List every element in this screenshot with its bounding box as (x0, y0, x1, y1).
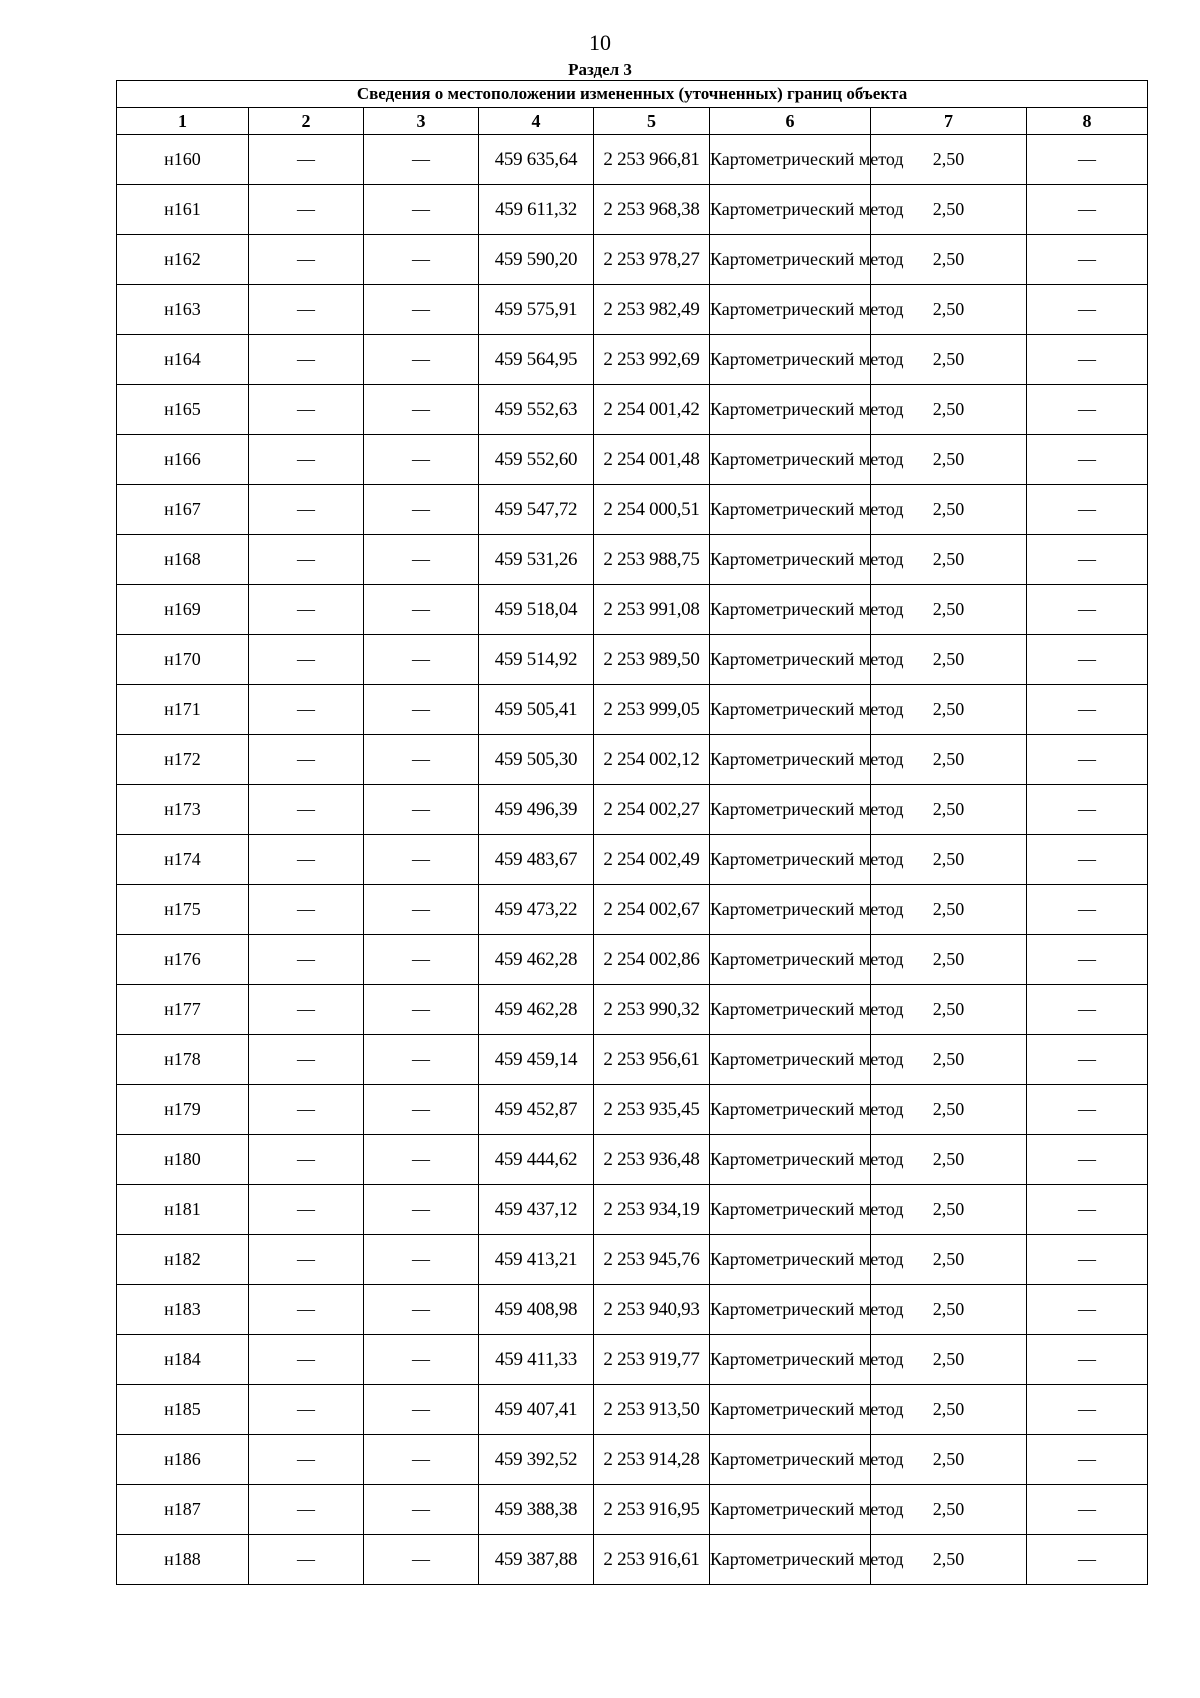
col8-cell: — (1027, 335, 1148, 385)
col8-cell: — (1027, 135, 1148, 185)
method-cell: Картометрический метод (710, 385, 871, 435)
accuracy-cell: 2,50 (871, 535, 1027, 585)
col8-cell: — (1027, 1135, 1148, 1185)
accuracy-cell: 2,50 (871, 435, 1027, 485)
method-cell: Картометрический метод (710, 1035, 871, 1085)
col8-cell: — (1027, 235, 1148, 285)
accuracy-cell: 2,50 (871, 985, 1027, 1035)
column-number: 4 (479, 108, 594, 135)
point-id-cell: н174 (117, 835, 249, 885)
coord-x-cell: 459 437,12 (479, 1185, 594, 1235)
coord-y-cell: 2 253 934,19 (594, 1185, 710, 1235)
table-row (117, 585, 1148, 635)
col3-cell: — (364, 1485, 479, 1535)
coord-y-cell: 2 253 999,05 (594, 685, 710, 735)
col2-cell: — (249, 685, 364, 735)
table-caption: Сведения о местоположении измененных (уточненных) границ объекта (117, 81, 1148, 108)
point-id-cell: н180 (117, 1135, 249, 1185)
method-cell: Картометрический метод (710, 1535, 871, 1585)
point-id-cell: н170 (117, 635, 249, 685)
coord-x-cell: 459 459,14 (479, 1035, 594, 1085)
accuracy-cell: 2,50 (871, 1235, 1027, 1285)
col3-cell: — (364, 1035, 479, 1085)
method-cell: Картометрический метод (710, 235, 871, 285)
col2-cell: — (249, 1085, 364, 1135)
table-row (117, 1135, 1148, 1185)
col3-cell: — (364, 935, 479, 985)
col2-cell: — (249, 1435, 364, 1485)
coord-x-cell: 459 531,26 (479, 535, 594, 585)
method-cell: Картометрический метод (710, 785, 871, 835)
accuracy-cell: 2,50 (871, 1385, 1027, 1435)
method-cell: Картометрический метод (710, 135, 871, 185)
table-row (117, 185, 1148, 235)
table-row (117, 1285, 1148, 1335)
coord-y-cell: 2 253 916,61 (594, 1535, 710, 1585)
accuracy-cell: 2,50 (871, 235, 1027, 285)
col8-cell: — (1027, 1285, 1148, 1335)
point-id-cell: н175 (117, 885, 249, 935)
col3-cell: — (364, 785, 479, 835)
coord-y-cell: 2 253 989,50 (594, 635, 710, 685)
coord-x-cell: 459 392,52 (479, 1435, 594, 1485)
col3-cell: — (364, 135, 479, 185)
column-number: 8 (1027, 108, 1148, 135)
accuracy-cell: 2,50 (871, 1435, 1027, 1485)
table-row (117, 435, 1148, 485)
method-cell: Картометрический метод (710, 285, 871, 335)
col2-cell: — (249, 485, 364, 535)
col8-cell: — (1027, 185, 1148, 235)
col3-cell: — (364, 235, 479, 285)
method-cell: Картометрический метод (710, 1385, 871, 1435)
coord-x-cell: 459 483,67 (479, 835, 594, 885)
coord-y-cell: 2 253 988,75 (594, 535, 710, 585)
method-cell: Картометрический метод (710, 1135, 871, 1185)
col8-cell: — (1027, 885, 1148, 935)
coord-x-cell: 459 444,62 (479, 1135, 594, 1185)
accuracy-cell: 2,50 (871, 935, 1027, 985)
method-cell: Картометрический метод (710, 1235, 871, 1285)
col8-cell: — (1027, 385, 1148, 435)
col8-cell: — (1027, 635, 1148, 685)
col8-cell: — (1027, 1085, 1148, 1135)
point-id-cell: н184 (117, 1335, 249, 1385)
col2-cell: — (249, 735, 364, 785)
coord-x-cell: 459 547,72 (479, 485, 594, 535)
method-cell: Картометрический метод (710, 185, 871, 235)
col8-cell: — (1027, 935, 1148, 985)
col8-cell: — (1027, 685, 1148, 735)
col2-cell: — (249, 1385, 364, 1435)
method-cell: Картометрический метод (710, 1435, 871, 1485)
accuracy-cell: 2,50 (871, 885, 1027, 935)
point-id-cell: н162 (117, 235, 249, 285)
method-cell: Картометрический метод (710, 585, 871, 635)
point-id-cell: н172 (117, 735, 249, 785)
point-id-cell: н165 (117, 385, 249, 435)
col3-cell: — (364, 435, 479, 485)
accuracy-cell: 2,50 (871, 385, 1027, 435)
coord-y-cell: 2 254 002,49 (594, 835, 710, 885)
col2-cell: — (249, 1485, 364, 1535)
table-row (117, 385, 1148, 435)
col8-cell: — (1027, 1535, 1148, 1585)
col3-cell: — (364, 1235, 479, 1285)
point-id-cell: н183 (117, 1285, 249, 1335)
table-row (117, 1535, 1148, 1585)
col8-cell: — (1027, 435, 1148, 485)
coord-y-cell: 2 253 913,50 (594, 1385, 710, 1435)
coord-x-cell: 459 452,87 (479, 1085, 594, 1135)
coord-x-cell: 459 388,38 (479, 1485, 594, 1535)
accuracy-cell: 2,50 (871, 1485, 1027, 1535)
table-row (117, 135, 1148, 185)
point-id-cell: н173 (117, 785, 249, 835)
col2-cell: — (249, 1185, 364, 1235)
accuracy-cell: 2,50 (871, 785, 1027, 835)
accuracy-cell: 2,50 (871, 585, 1027, 635)
point-id-cell: н167 (117, 485, 249, 535)
table-row (117, 685, 1148, 735)
point-id-cell: н160 (117, 135, 249, 185)
col8-cell: — (1027, 785, 1148, 835)
accuracy-cell: 2,50 (871, 185, 1027, 235)
method-cell: Картометрический метод (710, 1485, 871, 1535)
table-row (117, 485, 1148, 535)
coord-x-cell: 459 552,60 (479, 435, 594, 485)
coord-x-cell: 459 611,32 (479, 185, 594, 235)
table-row (117, 1235, 1148, 1285)
coord-y-cell: 2 253 919,77 (594, 1335, 710, 1385)
method-cell: Картометрический метод (710, 935, 871, 985)
column-number: 7 (871, 108, 1027, 135)
accuracy-cell: 2,50 (871, 1335, 1027, 1385)
accuracy-cell: 2,50 (871, 735, 1027, 785)
point-id-cell: н171 (117, 685, 249, 735)
coord-y-cell: 2 254 002,12 (594, 735, 710, 785)
coord-y-cell: 2 254 001,48 (594, 435, 710, 485)
coord-y-cell: 2 253 914,28 (594, 1435, 710, 1485)
col2-cell: — (249, 1035, 364, 1085)
coord-x-cell: 459 462,28 (479, 935, 594, 985)
method-cell: Картометрический метод (710, 685, 871, 735)
col8-cell: — (1027, 1235, 1148, 1285)
coord-x-cell: 459 514,92 (479, 635, 594, 685)
col3-cell: — (364, 185, 479, 235)
coord-x-cell: 459 590,20 (479, 235, 594, 285)
accuracy-cell: 2,50 (871, 1535, 1027, 1585)
coord-y-cell: 2 253 945,76 (594, 1235, 710, 1285)
coord-y-cell: 2 254 002,27 (594, 785, 710, 835)
coord-y-cell: 2 254 002,67 (594, 885, 710, 935)
method-cell: Картометрический метод (710, 435, 871, 485)
point-id-cell: н163 (117, 285, 249, 335)
col3-cell: — (364, 1335, 479, 1385)
coord-x-cell: 459 505,30 (479, 735, 594, 785)
col2-cell: — (249, 1535, 364, 1585)
col3-cell: — (364, 835, 479, 885)
col3-cell: — (364, 1285, 479, 1335)
point-id-cell: н169 (117, 585, 249, 635)
coord-x-cell: 459 408,98 (479, 1285, 594, 1335)
coord-y-cell: 2 253 978,27 (594, 235, 710, 285)
coord-x-cell: 459 411,33 (479, 1335, 594, 1385)
coord-x-cell: 459 552,63 (479, 385, 594, 435)
accuracy-cell: 2,50 (871, 135, 1027, 185)
coord-x-cell: 459 473,22 (479, 885, 594, 935)
table-row (117, 285, 1148, 335)
method-cell: Картометрический метод (710, 1285, 871, 1335)
page-number: 10 (589, 30, 611, 55)
table-row (117, 535, 1148, 585)
method-cell: Картометрический метод (710, 1185, 871, 1235)
method-cell: Картометрический метод (710, 485, 871, 535)
col2-cell: — (249, 785, 364, 835)
coord-y-cell: 2 253 990,32 (594, 985, 710, 1035)
col3-cell: — (364, 585, 479, 635)
col8-cell: — (1027, 1435, 1148, 1485)
point-id-cell: н179 (117, 1085, 249, 1135)
coord-y-cell: 2 253 936,48 (594, 1135, 710, 1185)
col3-cell: — (364, 385, 479, 435)
coord-y-cell: 2 253 966,81 (594, 135, 710, 185)
coord-y-cell: 2 253 956,61 (594, 1035, 710, 1085)
point-id-cell: н182 (117, 1235, 249, 1285)
accuracy-cell: 2,50 (871, 1035, 1027, 1085)
method-cell: Картометрический метод (710, 835, 871, 885)
col8-cell: — (1027, 985, 1148, 1035)
accuracy-cell: 2,50 (871, 285, 1027, 335)
col2-cell: — (249, 285, 364, 335)
table-row (117, 635, 1148, 685)
point-id-cell: н177 (117, 985, 249, 1035)
accuracy-cell: 2,50 (871, 1285, 1027, 1335)
accuracy-cell: 2,50 (871, 635, 1027, 685)
col2-cell: — (249, 635, 364, 685)
col3-cell: — (364, 1435, 479, 1485)
method-cell: Картометрический метод (710, 885, 871, 935)
col2-cell: — (249, 185, 364, 235)
col8-cell: — (1027, 535, 1148, 585)
col3-cell: — (364, 885, 479, 935)
coord-y-cell: 2 253 940,93 (594, 1285, 710, 1335)
column-number: 1 (117, 108, 249, 135)
col8-cell: — (1027, 735, 1148, 785)
coord-y-cell: 2 254 002,86 (594, 935, 710, 985)
method-cell: Картометрический метод (710, 535, 871, 585)
accuracy-cell: 2,50 (871, 835, 1027, 885)
coord-y-cell: 2 253 935,45 (594, 1085, 710, 1135)
coord-x-cell: 459 462,28 (479, 985, 594, 1035)
column-number: 2 (249, 108, 364, 135)
col2-cell: — (249, 835, 364, 885)
coord-x-cell: 459 413,21 (479, 1235, 594, 1285)
method-cell: Картометрический метод (710, 335, 871, 385)
col2-cell: — (249, 885, 364, 935)
col3-cell: — (364, 1085, 479, 1135)
col2-cell: — (249, 585, 364, 635)
col2-cell: — (249, 1285, 364, 1335)
accuracy-cell: 2,50 (871, 485, 1027, 535)
col8-cell: — (1027, 1185, 1148, 1235)
table-row (117, 835, 1148, 885)
table-row (117, 935, 1148, 985)
coord-x-cell: 459 575,91 (479, 285, 594, 335)
col2-cell: — (249, 985, 364, 1035)
coord-y-cell: 2 253 968,38 (594, 185, 710, 235)
coord-x-cell: 459 387,88 (479, 1535, 594, 1585)
col3-cell: — (364, 1535, 479, 1585)
coord-x-cell: 459 564,95 (479, 335, 594, 385)
table-row (117, 885, 1148, 935)
table-row (117, 1185, 1148, 1235)
coord-x-cell: 459 407,41 (479, 1385, 594, 1435)
col3-cell: — (364, 285, 479, 335)
method-cell: Картометрический метод (710, 985, 871, 1035)
accuracy-cell: 2,50 (871, 335, 1027, 385)
coord-y-cell: 2 253 982,49 (594, 285, 710, 335)
method-cell: Картометрический метод (710, 735, 871, 785)
col3-cell: — (364, 1385, 479, 1435)
col3-cell: — (364, 1185, 479, 1235)
col8-cell: — (1027, 1035, 1148, 1085)
boundary-table (116, 80, 1148, 1585)
accuracy-cell: 2,50 (871, 1185, 1027, 1235)
col2-cell: — (249, 1135, 364, 1185)
col8-cell: — (1027, 585, 1148, 635)
coord-x-cell: 459 635,64 (479, 135, 594, 185)
table-row (117, 785, 1148, 835)
coord-y-cell: 2 254 000,51 (594, 485, 710, 535)
column-numbers-row (117, 108, 1148, 135)
coord-x-cell: 459 518,04 (479, 585, 594, 635)
table-row (117, 1485, 1148, 1535)
point-id-cell: н166 (117, 435, 249, 485)
col2-cell: — (249, 1335, 364, 1385)
column-number: 5 (594, 108, 710, 135)
col2-cell: — (249, 435, 364, 485)
col3-cell: — (364, 335, 479, 385)
table-body (117, 135, 1148, 1585)
col8-cell: — (1027, 1335, 1148, 1385)
point-id-cell: н185 (117, 1385, 249, 1435)
col8-cell: — (1027, 1385, 1148, 1435)
table-row (117, 235, 1148, 285)
coord-x-cell: 459 496,39 (479, 785, 594, 835)
method-cell: Картометрический метод (710, 635, 871, 685)
col3-cell: — (364, 985, 479, 1035)
col8-cell: — (1027, 835, 1148, 885)
point-id-cell: н181 (117, 1185, 249, 1235)
point-id-cell: н188 (117, 1535, 249, 1585)
table-row (117, 1435, 1148, 1485)
point-id-cell: н178 (117, 1035, 249, 1085)
col2-cell: — (249, 235, 364, 285)
column-number: 3 (364, 108, 479, 135)
table-row (117, 985, 1148, 1035)
point-id-cell: н186 (117, 1435, 249, 1485)
col3-cell: — (364, 685, 479, 735)
col2-cell: — (249, 535, 364, 585)
col2-cell: — (249, 1235, 364, 1285)
point-id-cell: н187 (117, 1485, 249, 1535)
table-row (117, 1385, 1148, 1435)
coord-y-cell: 2 254 001,42 (594, 385, 710, 435)
table-row (117, 1085, 1148, 1135)
point-id-cell: н164 (117, 335, 249, 385)
col2-cell: — (249, 335, 364, 385)
table-row (117, 335, 1148, 385)
col3-cell: — (364, 535, 479, 585)
accuracy-cell: 2,50 (871, 685, 1027, 735)
coord-x-cell: 459 505,41 (479, 685, 594, 735)
coord-y-cell: 2 253 916,95 (594, 1485, 710, 1535)
table-row (117, 1035, 1148, 1085)
method-cell: Картометрический метод (710, 1335, 871, 1385)
col3-cell: — (364, 1135, 479, 1185)
col3-cell: — (364, 635, 479, 685)
col3-cell: — (364, 735, 479, 785)
table-caption-row (117, 81, 1148, 108)
accuracy-cell: 2,50 (871, 1135, 1027, 1185)
col8-cell: — (1027, 485, 1148, 535)
method-cell: Картометрический метод (710, 1085, 871, 1135)
col2-cell: — (249, 935, 364, 985)
col2-cell: — (249, 135, 364, 185)
col8-cell: — (1027, 285, 1148, 335)
coord-y-cell: 2 253 991,08 (594, 585, 710, 635)
coord-y-cell: 2 253 992,69 (594, 335, 710, 385)
table-row (117, 735, 1148, 785)
col8-cell: — (1027, 1485, 1148, 1535)
point-id-cell: н161 (117, 185, 249, 235)
point-id-cell: н168 (117, 535, 249, 585)
col2-cell: — (249, 385, 364, 435)
point-id-cell: н176 (117, 935, 249, 985)
table-row (117, 1335, 1148, 1385)
col3-cell: — (364, 485, 479, 535)
section-title: Раздел 3 (568, 60, 632, 79)
column-number: 6 (710, 108, 871, 135)
accuracy-cell: 2,50 (871, 1085, 1027, 1135)
